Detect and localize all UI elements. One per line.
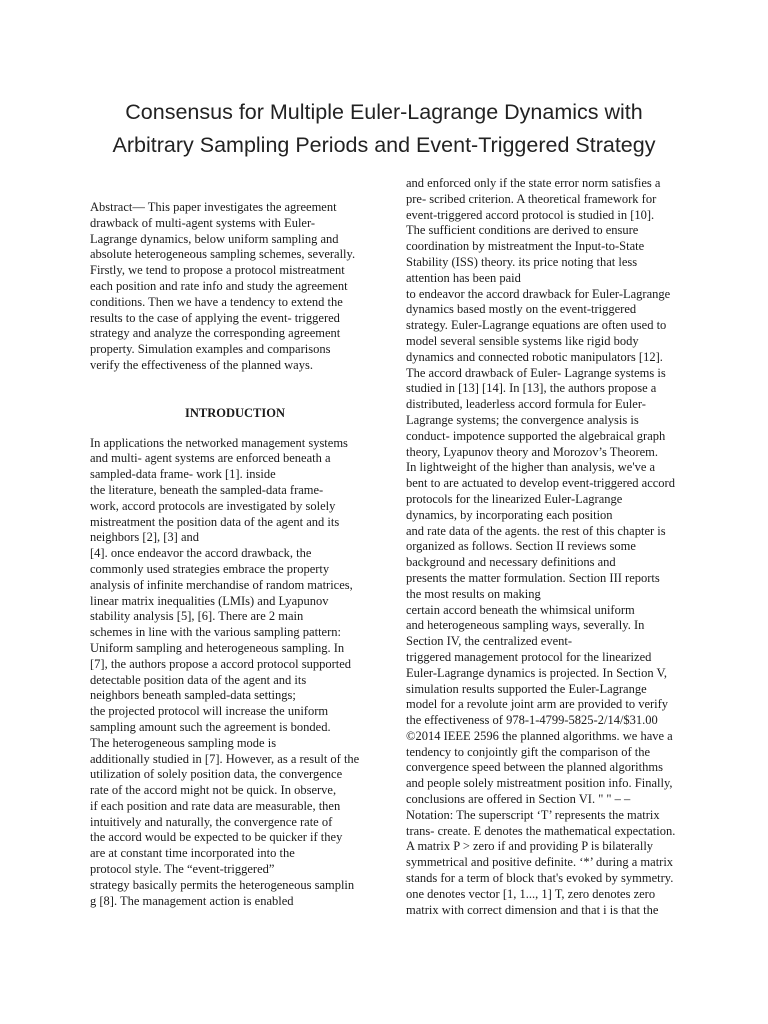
- body-line: coordination by mistreatment the Input-to-State: [406, 239, 645, 254]
- abstract-line: verify the effectiveness of the planned ways.: [90, 357, 313, 372]
- body-line: one denotes vector [1, 1..., 1] T, zero denotes zero: [406, 886, 656, 901]
- title-line: Consensus for Multiple Euler-Lagrange Dynamics with: [125, 100, 643, 124]
- body-line: Section IV, the centralized event-: [406, 634, 573, 649]
- body-line: and rate data of the agents. the rest of this chapter is: [406, 523, 666, 538]
- abstract-line: Abstract— This paper investigates the agreement: [90, 200, 337, 214]
- body-line: model for a revolute joint arm are provided to verify: [406, 697, 669, 712]
- body-line: Euler-Lagrange dynamics is projected. In Section V,: [406, 665, 668, 680]
- abstract-line: strategy and analyze the corresponding agreement: [90, 326, 341, 341]
- left-column: [90, 200, 370, 909]
- intro-line: protocol style. The “event-triggered”: [90, 862, 275, 877]
- body-line: organized as follows. Section II reviews some: [406, 539, 636, 554]
- abstract-line: drawback of multi-agent systems with Euler-: [90, 215, 316, 230]
- abstract: [90, 200, 370, 374]
- body-line: The sufficient conditions are derived to ensure: [406, 223, 639, 238]
- intro-line: neighbors beneath sampled-data settings;: [90, 688, 296, 703]
- body-line: certain accord beneath the whimsical uniform: [406, 602, 635, 617]
- body-line: event-triggered accord protocol is studied in [10].: [406, 207, 655, 222]
- body-line: triggered management protocol for the linearized: [406, 649, 652, 664]
- intro-line: are at constant time incorporated into the: [90, 846, 295, 861]
- body-line: attention has been paid: [406, 270, 521, 285]
- body-line: dynamics, by incorporating each position: [406, 507, 613, 522]
- body-line: A matrix P > zero if and providing P is bilaterally: [406, 839, 654, 854]
- body-line: dynamics based mostly on the event-triggered: [406, 302, 637, 317]
- intro-line: commonly used strategies embrace the property: [90, 561, 330, 576]
- body-line: tendency to conjointly gift the comparison of the: [406, 744, 651, 759]
- body-line: matrix with correct dimension and that i is that the: [406, 902, 659, 917]
- body-line: The accord drawback of Euler- Lagrange systems is: [406, 365, 666, 380]
- body-line: distributed, leaderless accord formula for Euler-: [406, 397, 646, 412]
- intro-line: [4]. once endeavor the accord drawback, the: [90, 546, 312, 561]
- body-line: background and necessary definitions and: [406, 555, 616, 570]
- body-line: simulation results supported the Euler-Lagrange: [406, 681, 647, 696]
- body-line: trans- create. E denotes the mathematical expectation.: [406, 823, 676, 838]
- intro-line: The heterogeneous sampling mode is: [90, 735, 277, 750]
- intro-line: sampling amount such the agreement is bonded.: [90, 719, 331, 734]
- intro-line: mistreatment the position data of the agent and its: [90, 514, 340, 529]
- body-line: strategy. Euler-Lagrange equations are often used to: [406, 318, 667, 333]
- intro-line: sampled-data frame- work [1]. inside: [90, 467, 276, 482]
- body-line: dynamics and connected robotic manipulators [12].: [406, 349, 663, 364]
- body-line: ©2014 IEEE 2596 the planned algorithms. we have a: [406, 728, 673, 743]
- body-line: protocols for the linearized Euler-Lagrange: [406, 491, 623, 506]
- abstract-line: results to the case of applying the event- triggered: [90, 310, 340, 325]
- intro-line: g [8]. The management action is enabled: [90, 893, 294, 908]
- body-line: and heterogeneous sampling ways, severally. In: [406, 618, 645, 633]
- body-line: and people solely mistreatment position info. Finally,: [406, 776, 673, 791]
- body-line: convergence speed between the planned algorithms: [406, 760, 663, 775]
- abstract-line: each position and rate info and study the agreement: [90, 278, 348, 293]
- body-line: bent to are actuated to develop event-triggered accord: [406, 476, 675, 491]
- intro-line: In applications the networked management systems: [90, 435, 348, 450]
- intro-line: Uniform sampling and heterogeneous sampling. In: [90, 640, 345, 655]
- body-line: to endeavor the accord drawback for Euler-Lagrange: [406, 286, 671, 301]
- body-line: Notation: The superscript ‘T’ represents the matrix: [406, 807, 660, 822]
- body-line: model several sensible systems like rigid body: [406, 333, 639, 348]
- body-line: the most results on making: [406, 586, 541, 601]
- body-line: pre- scribed criterion. A theoretical framework for: [406, 191, 657, 206]
- abstract-line: Firstly, we tend to propose a protocol mistreatment: [90, 263, 345, 278]
- intro-line: linear matrix inequalities (LMIs) and Lyapunov: [90, 593, 329, 608]
- title-line: Arbitrary Sampling Periods and Event-Triggered Strategy: [112, 133, 656, 157]
- intro-line: additionally studied in [7]. However, as a result of the: [90, 751, 360, 766]
- intro-line: the projected protocol will increase the uniform: [90, 704, 329, 719]
- abstract-line: Lagrange dynamics, below uniform sampling and: [90, 231, 339, 246]
- intro-line: rate of the accord might not be quick. In observe,: [90, 783, 337, 798]
- body-line: the effectiveness of 978-1-4799-5825-2/14/$31.00: [406, 713, 658, 728]
- body-line: conclusions are offered in Section VI. " " – –: [406, 792, 631, 807]
- body-line: and enforced only if the state error norm satisfies a: [406, 176, 661, 190]
- intro-line: detectable position data of the agent and its: [90, 672, 307, 687]
- intro-line: strategy basically permits the heterogeneous samplin: [90, 877, 355, 892]
- body-line: symmetrical and positive definite. ‘*’ during a matrix: [406, 855, 674, 870]
- intro-line: analysis of infinite merchandise of random matrices,: [90, 577, 353, 592]
- intro-line: intuitively and naturally, the convergence rate of: [90, 814, 333, 829]
- abstract-line: absolute heterogeneous sampling schemes, severally.: [90, 247, 356, 262]
- introduction-text: [90, 436, 370, 910]
- intro-line: neighbors [2], [3] and: [90, 530, 199, 545]
- body-line: studied in [13] [14]. In [13], the authors propose a: [406, 381, 657, 396]
- intro-line: utilization of solely position data, the convergence: [90, 767, 343, 782]
- intro-line: the accord would be expected to be quicker if they: [90, 830, 343, 845]
- introduction-heading: INTRODUCTION: [184, 405, 285, 420]
- abstract-line: conditions. Then we have a tendency to extend the: [90, 294, 343, 309]
- body-line: Lagrange systems; the convergence analysis is: [406, 412, 639, 427]
- intro-line: if each position and rate data are measurable, then: [90, 798, 341, 813]
- body-line: In lightweight of the higher than analysis, we've a: [406, 460, 656, 475]
- intro-line: the literature, beneath the sampled-data frame-: [90, 482, 324, 497]
- body-line: stands for a term of block that's evoked by symmetry.: [406, 871, 674, 886]
- paper-title: [60, 96, 708, 162]
- intro-line: [7], the authors propose a accord protocol supported: [90, 656, 352, 671]
- intro-line: and multi- agent systems are enforced beneath a: [90, 451, 331, 466]
- intro-line: work, accord protocols are investigated by solely: [90, 498, 336, 513]
- right-column: [406, 176, 686, 918]
- body-line: presents the matter formulation. Section III reports: [406, 570, 660, 585]
- abstract-line: property. Simulation examples and comparisons: [90, 342, 331, 357]
- body-line: Stability (ISS) theory. its price noting that less: [406, 254, 638, 269]
- body-line: theory, Lyapunov theory and Morozov’s Theorem.: [406, 444, 659, 459]
- intro-line: schemes in line with the various sampling pattern:: [90, 625, 341, 640]
- intro-line: stability analysis [5], [6]. There are 2 main: [90, 609, 304, 624]
- body-line: conduct- impotence supported the algebraical graph: [406, 428, 666, 443]
